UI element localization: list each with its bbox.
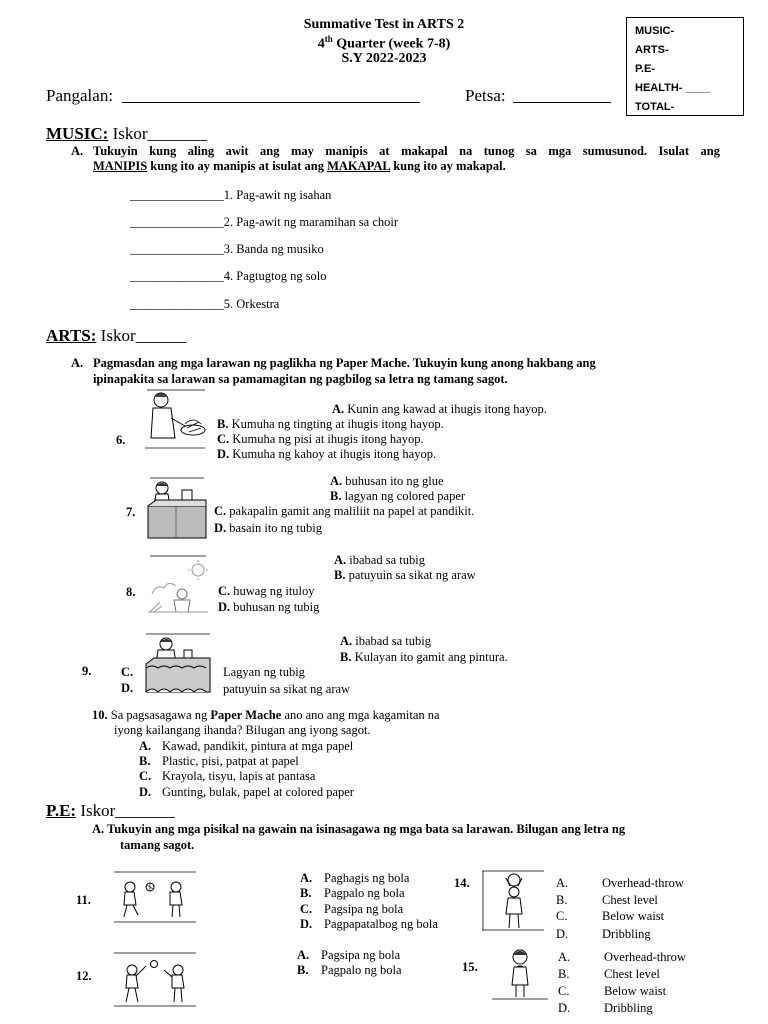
q10-letter-d: D. [139, 785, 152, 799]
q8-text-c: huwag ng ituloy [230, 584, 315, 598]
name-field[interactable] [122, 102, 420, 103]
q11-letter-a: A. [300, 871, 313, 885]
q6-option-b[interactable] [217, 417, 444, 432]
q14-option-d[interactable] [556, 927, 651, 942]
q11-number: 11. [76, 893, 91, 907]
q9-letter-c: C. [121, 665, 134, 679]
q10-question-line2: iyong kailangang ihanda? Bilugan ang iyong sagot. [114, 723, 371, 737]
overhead-throw-illustration [482, 870, 544, 932]
q6-letter-b: B. [217, 417, 229, 431]
q9-option-b[interactable] [340, 650, 508, 665]
q8-option-b[interactable] [334, 568, 476, 583]
q6-letter-d: D. [217, 447, 230, 461]
q7-option-d[interactable] [214, 521, 322, 536]
q12-letter-a: A. [297, 948, 310, 962]
q8-number: 8. [126, 585, 136, 599]
q15-option-b[interactable] [558, 967, 660, 982]
paper-mache-painting-illustration [144, 632, 212, 696]
q9-text-a: ibabad sa tubig [352, 634, 431, 648]
q14-text-b: Chest level [602, 893, 658, 907]
q6-text-c: Kumuha ng pisi at ihugis itong hayop. [229, 432, 424, 446]
q10-letter-c: C. [139, 769, 152, 783]
paper-mache-drying-illustration [146, 554, 210, 616]
score-box-total: TOTAL- [635, 101, 675, 113]
score-box-arts: ARTS- [635, 44, 669, 56]
q14-text-c: Below waist [602, 909, 665, 923]
q10-letter-a: A. [139, 739, 152, 753]
q14-letter-c: C. [556, 909, 568, 923]
q8-option-d[interactable] [218, 600, 319, 615]
q14-option-a[interactable] [556, 876, 684, 891]
q6-letter-c: C. [217, 432, 230, 446]
music-item-5[interactable]: _______________5. Orkestra [130, 297, 280, 311]
q10-text-c: Krayola, tisyu, lapis at pantasa [162, 769, 316, 783]
q15-text-a: Overhead-throw [604, 950, 686, 964]
q15-text-c: Below waist [604, 984, 667, 998]
q9-letter-a: A. [340, 634, 353, 648]
arts-instruction-line1: Pagmasdan ang mga larawan ng paglikha ng Paper Mache. Tukuyin kung anong hakbang ang [93, 356, 596, 370]
q7-text-b: lagyan ng colored paper [341, 489, 466, 503]
q6-option-a[interactable] [332, 402, 547, 417]
q10-option-a[interactable] [139, 739, 353, 754]
q9-text-b: Kulayan ito gamit ang pintura. [351, 650, 508, 664]
q7-number: 7. [126, 505, 136, 519]
q14-number: 14. [454, 876, 470, 890]
paper-mache-wire-illustration [141, 388, 207, 452]
q10-text-d: Gunting, bulak, papel at colored paper [162, 785, 354, 799]
q11-text-a: Paghagis ng bola [324, 871, 410, 885]
q12-number: 12. [76, 969, 92, 983]
q7-option-a[interactable] [330, 474, 444, 489]
q6-option-d[interactable] [217, 447, 436, 462]
q15-text-b: Chest level [604, 967, 660, 981]
instr-mid: kung ito ay manipis at isulat ang [147, 159, 328, 173]
q11-letter-c: C. [300, 902, 313, 916]
q10-option-b[interactable] [139, 754, 299, 769]
q7-text-d: basain ito ng tubig [226, 521, 322, 535]
q7-letter-a: A. [330, 474, 343, 488]
q9-text-d: patuyuin sa sikat ng araw [223, 682, 351, 696]
q9-option-c[interactable] [121, 665, 133, 680]
q6-text-a: Kunin ang kawad at ihugis itong hayop. [344, 402, 547, 416]
q14-text-d: Dribbling [602, 927, 651, 941]
q8-text-b: patuyuin sa sikat ng araw [345, 568, 476, 582]
q15-number: 15. [462, 960, 478, 974]
q6-letter-a: A. [332, 402, 345, 416]
q9-letter-b: B. [340, 650, 352, 664]
q15-option-a[interactable] [558, 950, 686, 965]
q9-letter-d: D. [121, 681, 134, 695]
pe-instruction-line1: A. Tukuyin ang mga pisikal na gawain na isinasagawa ng mga bata sa larawan. Bilugan ang letra ng [92, 822, 626, 836]
q12-text-b: Pagpalo ng bola [321, 963, 402, 977]
q11-option-d[interactable] [300, 917, 438, 932]
music-title: MUSIC: [46, 124, 109, 143]
pe-heading [46, 801, 175, 821]
kicking-ball-illustration [114, 871, 196, 923]
instr-end: kung ito ay makapal. [390, 159, 506, 173]
q15-letter-c: C. [558, 984, 570, 998]
arts-instruction-line2: ipinapakita sa larawan sa pamamagitan ng pagbilog sa letra ng tamang sagot. [93, 372, 508, 386]
quarter-sup: th [324, 34, 333, 44]
q10-text-a: Kawad, pandikit, pintura at mga papel [162, 739, 354, 753]
q10-letter-b: B. [139, 754, 151, 768]
q10-question-line1 [92, 708, 440, 723]
q15-option-c[interactable] [558, 984, 666, 999]
music-instruction-line2 [93, 159, 506, 174]
q10-option-c[interactable] [139, 769, 315, 784]
q7-text-a: buhusan ito ng glue [342, 474, 444, 488]
hitting-ball-illustration [114, 952, 196, 1008]
keyword-makapal: MAKAPAL [327, 159, 391, 173]
q8-option-a[interactable] [334, 553, 425, 568]
q8-letter-a: A. [334, 553, 347, 567]
q9-number: 9. [82, 664, 92, 678]
q8-letter-c: C. [218, 584, 231, 598]
q7-letter-d: D. [214, 521, 227, 535]
q9-option-a[interactable] [340, 634, 431, 649]
pe-title: P.E: [46, 801, 77, 820]
q10-keyword: Paper Mache [210, 708, 282, 722]
q10-option-d[interactable] [139, 785, 354, 800]
q9-option-d[interactable] [121, 681, 133, 696]
q8-letter-d: D. [218, 600, 231, 614]
page-title: Summative Test in ARTS 2 [303, 17, 465, 32]
q11-option-b[interactable] [300, 886, 405, 901]
paper-mache-layering-illustration [146, 476, 208, 542]
keyword-manipis: MANIPIS [93, 159, 148, 173]
arts-heading [46, 326, 187, 346]
q11-text-b: Pagpalo ng bola [324, 886, 405, 900]
q9-text-c: Lagyan ng tubig [223, 665, 305, 679]
q8-text-d: buhusan ng tubig [230, 600, 320, 614]
quarter-number: 4 [317, 36, 325, 52]
score-box [626, 17, 744, 116]
q11-option-a[interactable] [300, 871, 409, 886]
q14-letter-d: D. [556, 927, 569, 941]
q15-text-d: Dribbling [604, 1001, 653, 1015]
music-score: Iskor_______ [108, 124, 208, 143]
date-label: Petsa: [465, 86, 506, 105]
school-year: S.Y 2022-2023 [341, 51, 427, 66]
q15-option-d[interactable] [558, 1001, 653, 1016]
quarter-text: Quarter (week 7-8) [332, 36, 451, 52]
q10-text-b: Plastic, pisi, patpat at papel [162, 754, 299, 768]
pe-score: Iskor_______ [76, 801, 175, 820]
music-instr-letter: A. [71, 144, 84, 158]
pe-instruction-line2: tamang sagot. [120, 838, 195, 852]
music-item-3[interactable]: _______________3. Banda ng musiko [130, 242, 324, 256]
q14-option-c[interactable] [556, 909, 664, 924]
q7-letter-c: C. [214, 504, 227, 518]
q11-letter-b: B. [300, 886, 312, 900]
q6-text-d: Kumuha ng kahoy at ihugis itong hayop. [229, 447, 437, 461]
q10-number: 10. [92, 708, 108, 722]
q7-letter-b: B. [330, 489, 342, 503]
arts-score: Iskor______ [96, 326, 187, 345]
name-label: Pangalan: [46, 86, 114, 105]
q6-option-c[interactable] [217, 432, 424, 447]
q6-number: 6. [116, 433, 126, 447]
music-item-4[interactable]: _______________4. Pagtugtog ng solo [130, 269, 327, 283]
q15-letter-a: A. [558, 950, 571, 964]
arts-instr-letter: A. [71, 356, 84, 370]
score-box-music: MUSIC- [635, 25, 675, 37]
score-box-pe: P.E- [635, 63, 655, 75]
q6-text-b: Kumuha ng tingting at ihugis itong hayop. [228, 417, 444, 431]
q12-text-a: Pagsipa ng bola [321, 948, 401, 962]
q8-letter-b: B. [334, 568, 346, 582]
music-item-1[interactable]: _______________1. Pag-awit ng isahan [130, 188, 332, 202]
q8-option-c[interactable] [218, 584, 315, 599]
q11-text-c: Pagsipa ng bola [324, 902, 404, 916]
chest-level-pass-illustration [492, 945, 548, 1001]
q7-option-b[interactable] [330, 489, 465, 504]
q12-option-a[interactable] [297, 948, 400, 963]
date-field[interactable] [513, 102, 611, 103]
q12-option-b[interactable] [297, 963, 402, 978]
q10-pre: Sa pagsasagawa ng [107, 708, 211, 722]
arts-title: ARTS: [46, 326, 97, 345]
q11-text-d: Pagpapatalbog ng bola [324, 917, 438, 931]
q15-letter-b: B. [558, 967, 570, 981]
q7-option-c[interactable] [214, 504, 474, 519]
q15-letter-d: D. [558, 1001, 571, 1015]
q11-option-c[interactable] [300, 902, 403, 917]
q14-text-a: Overhead-throw [602, 876, 684, 890]
q14-option-b[interactable] [556, 893, 658, 908]
q14-letter-b: B. [556, 893, 568, 907]
q8-text-a: ibabad sa tubig [346, 553, 425, 567]
q12-letter-b: B. [297, 963, 309, 977]
q14-letter-a: A. [556, 876, 569, 890]
music-heading [46, 124, 207, 144]
score-box-health: HEALTH- ____ [635, 82, 710, 94]
q10-post: ano ano ang mga kagamitan na [281, 708, 440, 722]
q7-text-c: pakapalin gamit ang maliliit na papel at pandikit. [226, 504, 475, 518]
music-instruction-line1: Tukuyin kung aling awit ang may manipis at makapal na tunog sa mga sumusunod. Isulat ang [93, 144, 720, 158]
q11-letter-d: D. [300, 917, 313, 931]
music-item-2[interactable]: _______________2. Pag-awit ng maramihan sa choir [130, 215, 399, 229]
